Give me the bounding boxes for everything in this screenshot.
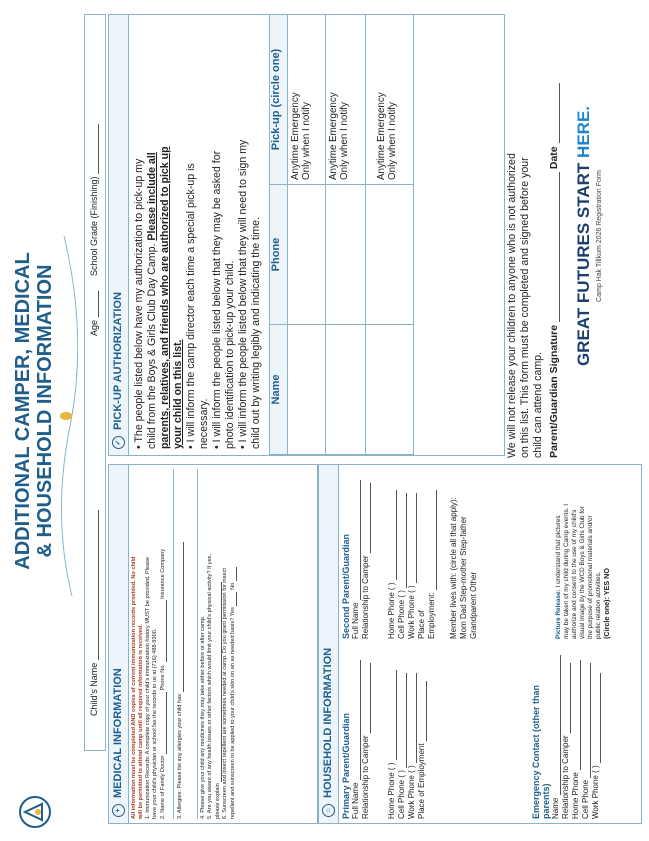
pickup-b4-line1: • I will inform the people listed below that they will need to sign my	[237, 139, 249, 449]
great-futures-here: HERE.	[574, 105, 593, 158]
pickup-row-name[interactable]	[326, 325, 366, 455]
child-name-line	[91, 510, 99, 660]
pickup-row-options[interactable]	[366, 15, 414, 185]
allergies-line	[176, 542, 184, 692]
member-lives-label: Member lives with: (circle all that apply):	[449, 497, 458, 639]
pickup-footer-line1: We will not release your children to anyone who is not authorized	[506, 153, 518, 458]
member-options-line2[interactable]: Grandparent Other	[469, 571, 478, 639]
age-field[interactable]	[90, 291, 99, 336]
pickup-footer	[506, 14, 545, 458]
family-doctor-label: 2. Name of Family Doctor	[159, 755, 166, 819]
release-circle-one[interactable]: (Circle one): YES NO	[602, 568, 611, 639]
primary-parent-block	[341, 649, 427, 819]
pickup-footer-line2: on this list. This form must be completed and signed before your	[519, 157, 531, 458]
pickup-section	[108, 14, 505, 456]
item5-line-b[interactable]	[214, 469, 222, 819]
pickup-table	[269, 14, 414, 455]
second-home-phone-line	[389, 490, 397, 580]
pickup-b1-bold2: parents, relatives, and friends who are authorized to pick up	[159, 146, 171, 449]
child-name-field[interactable]	[90, 510, 99, 716]
primary-parent-title: Primary Parent/Guardian	[341, 712, 351, 819]
primary-employment-field[interactable]	[417, 649, 427, 819]
emergency-contact-block	[531, 649, 601, 819]
pickup-option-anytime-emergency[interactable]: Anytime Emergency	[376, 92, 387, 180]
pickup-row-phone[interactable]	[366, 185, 414, 325]
primary-cell-phone-label: Cell Phone (	[397, 774, 406, 819]
col-phone-header: Phone	[270, 185, 288, 325]
second-cell-phone-label: Cell Phone (	[397, 594, 406, 639]
pickup-row	[326, 15, 366, 455]
second-full-name-line	[353, 480, 361, 600]
medical-warning	[131, 469, 145, 819]
second-full-name-field[interactable]	[351, 469, 361, 639]
second-home-phone-label: Home Phone (	[387, 587, 396, 639]
em-relationship-field[interactable]	[561, 649, 571, 819]
primary-relationship-label: Relationship to Camper	[361, 735, 370, 819]
pickup-row-name[interactable]	[366, 325, 414, 455]
signature-label: Parent/Guardian Signature	[548, 324, 560, 458]
primary-work-phone-line	[409, 673, 417, 763]
pickup-b2-line2: necessary.	[198, 398, 210, 449]
pickup-b3-line2: photo identification to pick-up your child.	[224, 260, 236, 449]
pickup-row-phone[interactable]	[326, 185, 366, 325]
boys-girls-club-logo-icon	[18, 795, 52, 829]
second-employment-label: Employment:	[427, 592, 436, 639]
pickup-row-options[interactable]	[326, 15, 366, 185]
release-line5: the purpose of promotional materials and/or	[587, 515, 594, 639]
item6-line-b[interactable]	[229, 469, 237, 819]
medical-section	[108, 464, 318, 824]
medical-title: MEDICAL INFORMATION	[112, 668, 124, 798]
item1-line-b: have your child's physician or school fax the records to us at (716) 488-9300.	[151, 628, 158, 819]
em-relationship-line	[563, 663, 571, 733]
sunscreen-question: repellant and sunscreen to be applied to your child's skin on an as needed basis?	[229, 617, 236, 819]
child-name-label: Child's Name	[89, 662, 99, 716]
second-relationship-field[interactable]	[361, 469, 371, 639]
item4: 4. Please give your child any medicines they may take either before or after camp.	[200, 615, 206, 819]
school-grade-label: School Grade (Finishing)	[89, 176, 99, 276]
second-relationship-label: Relationship to Camper	[361, 555, 370, 639]
medical-items-4-6	[197, 469, 237, 819]
em-home-phone-label: Home Phone	[571, 772, 580, 819]
pickup-b1-bold3: your child on this list.	[172, 339, 184, 449]
page-title	[12, 201, 56, 621]
second-relationship-line	[363, 483, 371, 553]
pickup-b4-line2: child out by writing legibly and indicating the time.	[250, 216, 262, 449]
medical-header	[109, 465, 129, 823]
second-work-phone-field[interactable]: Work Phone ( )	[407, 469, 417, 639]
primary-home-phone-line	[389, 670, 397, 760]
item2-row[interactable]	[159, 469, 167, 819]
pickup-option-notify[interactable]: Only when I notify	[339, 102, 350, 180]
pickup-b1-bold1: Please include all	[146, 152, 158, 241]
item5-line-a: 5. Are you aware of any health issues or other factors which would limit your child's physical activity? If yes,	[206, 553, 213, 819]
form-footer-name: Camp Hak Tillkum 2026 Registration Form	[596, 170, 603, 302]
signature-line	[548, 172, 560, 322]
em-home-phone-field[interactable]	[571, 649, 581, 819]
primary-employment-label: Place of Employment	[417, 743, 426, 819]
medical-warning-line1: All information must be completed AND copies of current immunization records provided. No child	[131, 556, 137, 819]
second-spacer	[371, 469, 387, 639]
second-work-phone-label: Work Phone (	[407, 590, 416, 639]
pickup-footer-line3: child can attend camp.	[532, 352, 544, 458]
health-issues-line	[214, 582, 222, 782]
em-work-phone-line	[593, 673, 601, 763]
page-title-line2: & HOUSEHOLD INFORMATION	[34, 264, 56, 558]
medical-warning-line2: will be permitted to attend camp until all required information is received.	[137, 624, 144, 819]
second-cell-phone-field[interactable]: Cell Phone ( )	[397, 469, 407, 639]
primary-relationship-line	[363, 663, 371, 733]
household-section	[318, 464, 642, 824]
item6-line-a: 6. Sunscreen and insect repellent are sometimes needed at camp. Do you grant permission for insect	[221, 568, 228, 819]
pickup-bullets	[133, 21, 263, 449]
second-parent-title: Second Parent/Guardian	[341, 533, 351, 639]
primary-cell-phone-field[interactable]: Cell Phone ( )	[397, 649, 407, 819]
clipboard-icon: ✓	[112, 436, 125, 449]
second-parent-block	[341, 469, 479, 639]
pickup-table-header	[270, 15, 288, 455]
pickup-row	[366, 15, 414, 455]
em-cell-phone-field[interactable]	[581, 649, 591, 819]
second-employment-line	[429, 490, 437, 590]
pickup-b3-line1: • I will inform the people listed below that they may be asked for	[211, 150, 223, 449]
em-home-phone-line	[573, 660, 581, 770]
second-employment-field[interactable]	[427, 469, 437, 639]
primary-spacer	[371, 649, 387, 819]
sunscreen-no[interactable]: No	[229, 582, 236, 590]
release-line6: public relation activities.	[595, 571, 602, 639]
insurance-label: Insurance Company	[159, 548, 166, 599]
sunscreen-yes[interactable]: Yes	[229, 607, 236, 617]
age-line	[91, 291, 99, 317]
signature-row[interactable]	[548, 14, 562, 458]
age-label: Age	[89, 319, 99, 336]
pickup-title: PICK-UP AUTHORIZATION	[112, 292, 124, 430]
pickup-b1-line1: • The people listed below have my authorization to pick-up my	[133, 158, 145, 449]
primary-home-phone-field[interactable]: Home Phone ( )	[387, 649, 397, 819]
medical-items-1-2	[145, 469, 167, 819]
great-futures-text: GREAT FUTURES START	[574, 162, 593, 367]
pickup-option-anytime-emergency[interactable]: Anytime Emergency	[290, 92, 301, 180]
pickup-option-notify[interactable]: Only when I notify	[387, 102, 398, 180]
second-place-of: Place of	[417, 610, 426, 639]
second-home-phone-field[interactable]: Home Phone ( )	[387, 469, 397, 639]
primary-full-name-line	[353, 660, 361, 780]
primary-work-phone-label: Work Phone (	[407, 770, 416, 819]
sunscreen-yes-line	[229, 592, 237, 606]
pickup-header	[109, 15, 129, 455]
school-grade-field[interactable]	[90, 124, 99, 276]
release-label: Picture Release:	[555, 589, 562, 639]
second-cell-phone-line	[399, 493, 407, 588]
second-full-name-label: Full Name	[351, 602, 360, 639]
date-line	[548, 83, 560, 143]
em-work-phone-label: Work Phone (	[591, 770, 600, 819]
col-pickup-header: Pick-up (circle one)	[270, 15, 288, 185]
emergency-title: Emergency Contact (other than parents)	[531, 684, 551, 819]
pickup-row	[288, 15, 326, 455]
picture-release-block	[555, 469, 611, 639]
release-line2: may be taken of my child during Camp events. I	[563, 504, 570, 639]
doctor-phone-line	[159, 600, 167, 662]
pickup-row-name[interactable]	[288, 325, 326, 455]
primary-home-phone-label: Home Phone (	[387, 767, 396, 819]
release-line1: I understand that pictures	[555, 515, 562, 588]
school-grade-line	[91, 124, 99, 174]
doctor-phone-label: Phone No.	[159, 664, 166, 691]
pickup-row-phone[interactable]	[288, 185, 326, 325]
pickup-option-notify[interactable]: Only when I notify	[301, 102, 312, 180]
release-line4: visual image by the WCD Boys & Girls Club for	[579, 506, 586, 639]
date-label: Date	[548, 146, 560, 170]
allergies-label: 3. Allergies: Please list any allergies your child has	[177, 694, 184, 819]
household-header	[319, 465, 339, 823]
family-doctor-line	[159, 692, 167, 754]
col-name-header: Name	[270, 325, 288, 455]
primary-full-name-field[interactable]	[351, 649, 361, 819]
release-line3: authorize and consent to the use of my child's	[571, 509, 578, 639]
em-cell-phone-line	[583, 663, 591, 778]
household-title: HOUSEHOLD INFORMATION	[322, 647, 334, 798]
health-issues-label: please explain	[214, 783, 221, 819]
primary-relationship-field[interactable]	[361, 649, 371, 819]
second-spacer-2	[437, 469, 449, 639]
em-name-field[interactable]	[551, 649, 561, 819]
primary-employment-line	[419, 681, 427, 741]
em-name-line	[553, 655, 561, 795]
primary-full-name-label: Full Name	[351, 782, 360, 819]
primary-work-phone-field[interactable]: Work Phone ( )	[407, 649, 417, 819]
allergies-field[interactable]	[173, 469, 184, 819]
em-name-label: Name	[551, 797, 560, 819]
pickup-option-anytime-emergency[interactable]: Anytime Emergency	[328, 92, 339, 180]
great-futures-tagline	[574, 16, 594, 456]
page-title-line1: ADDITIONAL CAMPER, MEDICAL	[12, 252, 34, 570]
primary-cell-phone-line	[399, 673, 407, 768]
item1-line-a: 1. Immunization Records: A complete copy of your child's immunization history MUST be provided. Please	[145, 556, 151, 819]
em-relationship-label: Relationship to Camper	[561, 735, 570, 819]
house-icon: ⌂	[322, 804, 335, 817]
pickup-b1-line2: child from the Boys & Girls Club Day Camp.	[146, 243, 158, 449]
sunscreen-no-line	[229, 567, 237, 581]
em-cell-phone-label: Cell Phone	[581, 779, 590, 819]
pickup-row-options[interactable]	[288, 15, 326, 185]
pickup-b2-line1: • I will inform the camp director each time a special pick-up is	[185, 163, 197, 449]
decorative-swoosh-icon	[56, 236, 78, 596]
em-work-phone-field[interactable]: Work Phone ( )	[591, 649, 601, 819]
member-options-line1[interactable]: Mom Dad Step-mother Step-father	[459, 516, 468, 639]
second-work-phone-line	[409, 493, 417, 583]
medical-cross-icon: +	[112, 804, 125, 817]
